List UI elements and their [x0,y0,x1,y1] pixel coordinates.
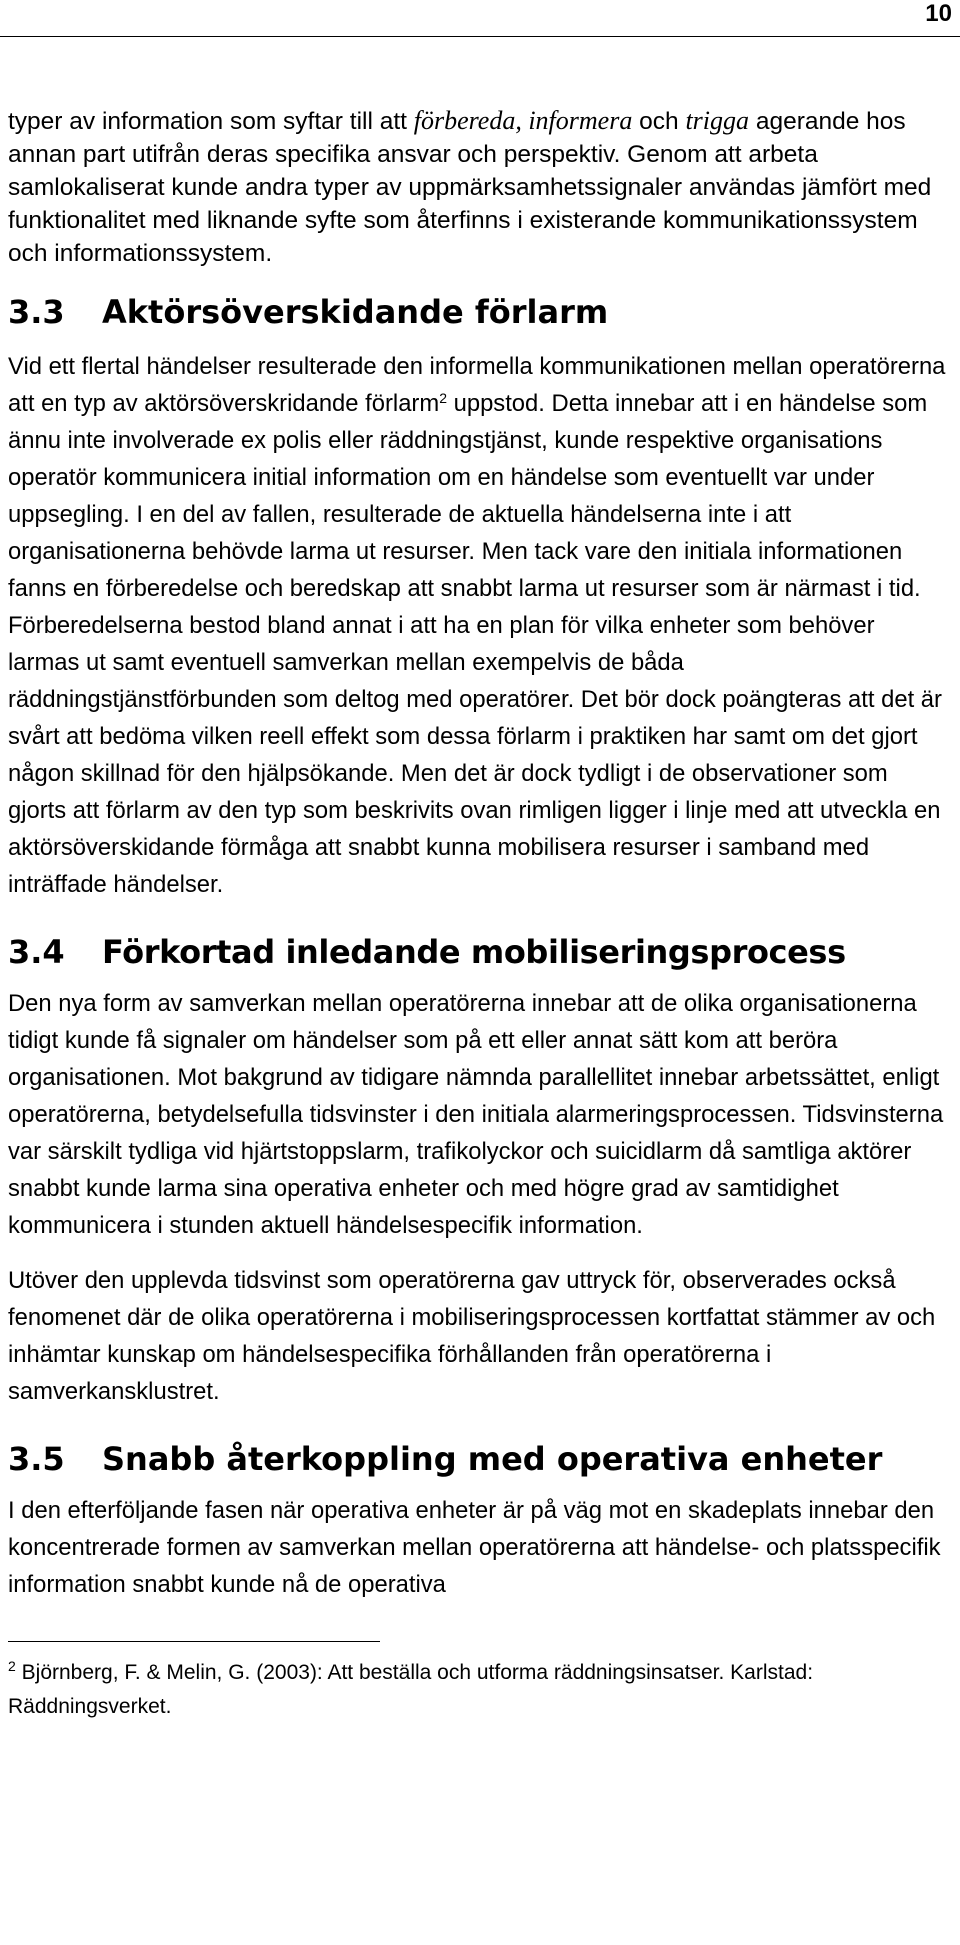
intro-text-1: typer av information som syftar till att [8,108,414,135]
section-number: 3.3 [8,293,65,331]
intro-paragraph [8,104,952,270]
footnote-reference: 2 [439,390,447,406]
section-heading-3-4 [8,933,952,971]
intro-emphasis-1: förbereda, informera [413,106,633,135]
section-title: Snabb återkoppling med operativa enheter [102,1440,883,1478]
section-3-3-paragraph [8,348,952,903]
section-number: 3.4 [8,933,65,971]
page-content [8,104,952,1724]
intro-emphasis-2: trigga [685,106,750,135]
section-number: 3.5 [8,1440,65,1478]
paragraph-text: uppstod. Detta innebar att i en händelse som ännu inte involverade ex polis eller räddningstjänst, kunde respektive organisations operatör kommunicera initial information om en händelse som eventuellt var under uppsegling. I en del av fallen, resulterade de aktuella händelserna inte i att organisationerna behövde larma ut resurser. Men tack vare den initiala informationen fanns en förberedelse och beredskap att snabbt larma ut resurser som är närmast i tid. Förberedelserna bestod bland annat i att ha en plan för vilka enheter som behöver larmas ut samt eventuell samverkan mellan exempelvis de båda räddningstjänstförbunden som deltog med operatörer. Det bör dock poängteras att det är svårt att bedöma vilken reell effekt som dessa förlarm i praktiken har samt om det gjort någon skillnad för den hjälpsökande. Men det är dock tydligt i de observationer som gjorts att förlarm av den typ som beskrivits ovan rimligen ligger i linje med att utveckla en aktörsöverskidande förmåga att snabbt kunna mobilisera resurser i samband med inträffade händelser. [8,390,942,898]
header-rule [0,36,960,37]
section-heading-3-3 [8,293,952,331]
section-3-4-paragraph-1: Den nya form av samverkan mellan operatörerna innebar att de olika organisationerna tidigt kunde få signaler om händelser som på ett eller annat sätt kom att beröra organisationen. Mot bakgrund av tidigare nämnda parallellitet innebar arbetssättet, enligt operatörerna, betydelsefulla tidsvinster i den initiala alarmeringsprocessen. Tidsvinsterna var särskilt tydliga vid hjärtstoppslarm, trafikolyckor och suicidlarm då samtliga aktörer snabbt kunde larma sina operativa enheter och med högre grad av samtidighet kommunicera i stunden aktuell händelsespecifik information. [8,990,944,1239]
page-number: 10 [925,0,952,27]
footnote-separator [8,1641,380,1642]
section-title: Aktörsöverskidande förlarm [102,293,609,331]
footnote-text: Björnberg, F. & Melin, G. (2003): Att beställa och utforma räddningsinsatser. Karlstad: Räddningsverket. [8,1661,814,1718]
section-3-5-paragraph: I den efterföljande fasen när operativa enheter är på väg mot en skadeplats innebar den koncentrerade formen av samverkan mellan operatörerna att händelse- och platsspecifik information snabbt kunde nå de operativa [8,1497,941,1598]
section-title: Förkortad inledande mobiliseringsprocess [102,933,846,971]
footnote-number: 2 [8,1658,16,1674]
section-3-4-paragraph-2: Utöver den upplevda tidsvinst som operatörerna gav uttryck för, observerades också fenomenet där de olika operatörerna i mobiliseringsprocessen kortfattat stämmer av och inhämtar kunskap om händelsespecifika förhållanden från operatörerna i samverkansklustret. [8,1267,936,1405]
intro-text-3: agerande hos annan part utifrån deras specifika ansvar och perspektiv. Genom att arbeta samlokaliserat kunde andra typer av uppmärksamhetssignaler användas jämfört med funktionalitet med liknande syfte som återfinns i existerande kommunikationssystem och informationssystem. [8,108,932,267]
footnote [8,1656,952,1724]
paragraph-text: Vid ett flertal händelser resulterade den informella kommunikationen mellan operatörerna att en typ av aktörsöverskridande förlarm [8,353,946,417]
section-heading-3-5 [8,1440,952,1478]
intro-text-2: och [632,108,686,135]
